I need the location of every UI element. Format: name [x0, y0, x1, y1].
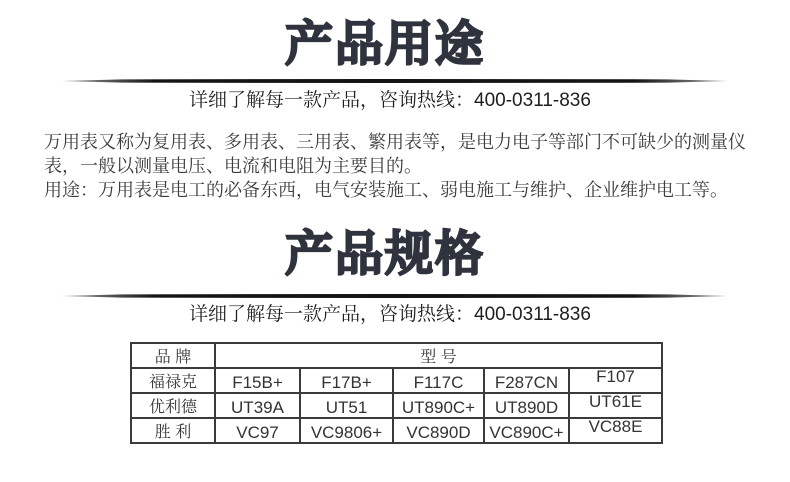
model-cell: [300, 368, 393, 393]
model-cell: [569, 368, 662, 393]
table-row: [131, 368, 662, 393]
model-text: F107: [596, 368, 635, 386]
model-header-cell: [215, 343, 662, 368]
hotline-text-specs: 详细了解每一款产品，咨询热线：400-0311-836: [189, 304, 591, 325]
hotline-text-usage: 详细了解每一款产品，咨询热线：400-0311-836: [189, 90, 591, 111]
brand-cell: [131, 418, 215, 443]
brand-text: 优利德: [148, 399, 197, 416]
model-cell: [569, 393, 662, 418]
model-text: UT890D: [494, 397, 559, 417]
usage-description: [44, 130, 753, 202]
model-cell: [569, 418, 662, 443]
table-row: [131, 418, 662, 443]
model-cell: [393, 368, 484, 393]
brand-header-label: 品 牌: [154, 349, 192, 366]
spec-table: [130, 342, 663, 444]
model-text: UT51: [325, 397, 368, 417]
usage-paragraph-2: 用途：万用表是电工的必备东西，电气安装施工、弱电施工与维护、企业维护电工等。: [44, 180, 728, 200]
model-text: VC9806+: [310, 422, 383, 442]
model-text: VC890D: [406, 422, 471, 442]
model-cell: [300, 393, 393, 418]
table-row: [131, 393, 662, 418]
section-title-usage: 产品用途: [284, 18, 485, 71]
model-text: F17B+: [321, 372, 372, 392]
brand-cell: [131, 368, 215, 393]
model-cell: [215, 393, 300, 418]
model-text: UT39A: [231, 397, 284, 417]
usage-paragraph-1: 万用表又称为复用表、多用表、三用表、繁用表等，是电力电子等部门不可缺少的测量仪表，一般以测量电压、电流和电阻为主要目的。: [44, 132, 746, 176]
brand-cell: [131, 393, 215, 418]
section-title-specs: 产品规格: [284, 228, 485, 281]
model-text: UT61E: [589, 393, 642, 411]
model-cell: [484, 368, 569, 393]
model-text: VC97: [236, 422, 279, 442]
model-cell: [215, 368, 300, 393]
table-header-row: [131, 343, 662, 368]
model-text: F15B+: [232, 372, 283, 392]
model-cell: [300, 418, 393, 443]
model-text: VC88E: [588, 418, 643, 436]
model-text: F287CN: [494, 372, 559, 392]
model-cell: [484, 393, 569, 418]
model-cell: [393, 418, 484, 443]
model-cell: [393, 393, 484, 418]
divider-line-specs: [62, 294, 728, 298]
model-cell: [484, 418, 569, 443]
divider-line-usage: [62, 79, 728, 83]
model-text: UT890C+: [401, 397, 476, 417]
model-text: VC890C+: [489, 422, 564, 442]
brand-header-cell: [131, 343, 215, 368]
model-cell: [215, 418, 300, 443]
brand-text: 胜 利: [154, 424, 192, 441]
model-text: F117C: [413, 372, 464, 392]
model-header-label: 型 号: [420, 349, 457, 366]
brand-text: 福禄克: [148, 374, 197, 391]
